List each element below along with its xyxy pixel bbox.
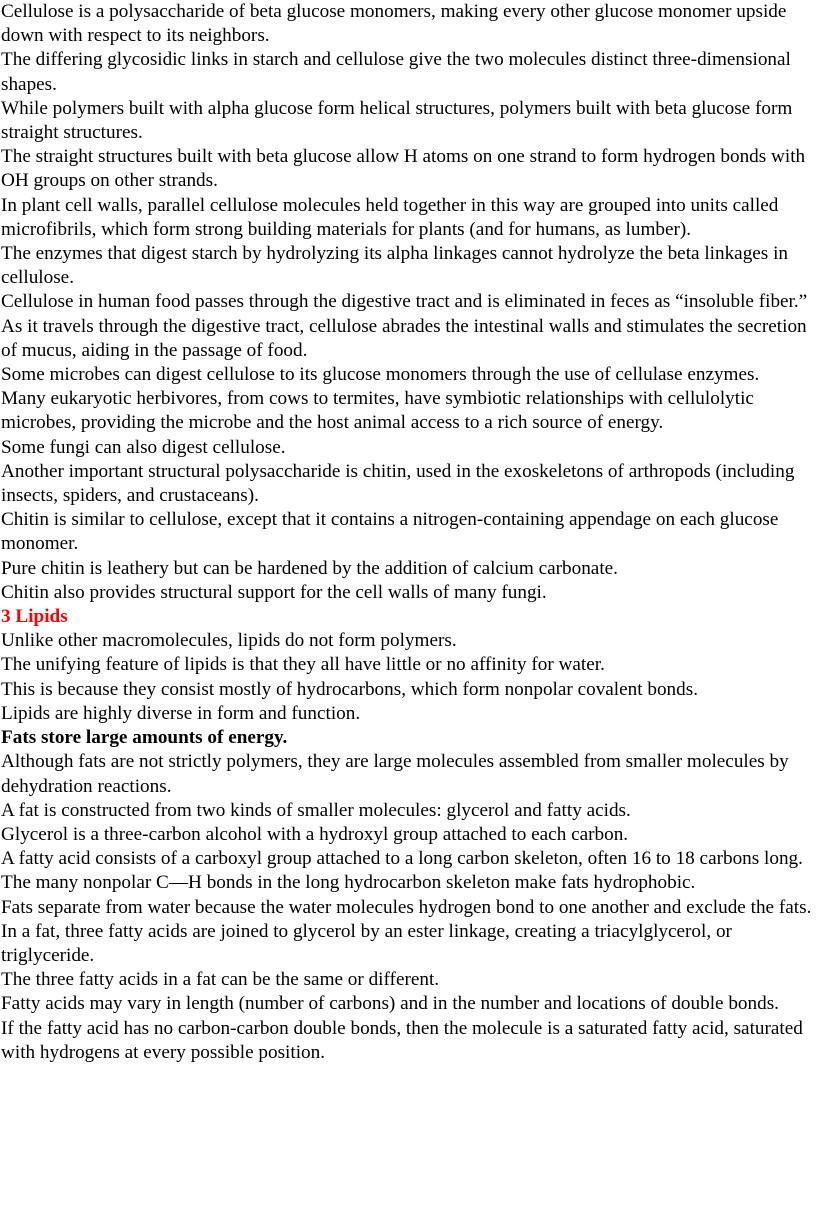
paragraph: In a fat, three fatty acids are joined to glycerol by an ester linkage, creating a triacylglycerol, or triglyceride.: [1, 920, 732, 966]
paragraph: Fatty acids may vary in length (number of carbons) and in the number and locations of double bonds.: [1, 993, 779, 1015]
paragraph: Pure chitin is leathery but can be hardened by the addition of calcium carbonate.: [1, 557, 618, 579]
paragraph: Chitin is similar to cellulose, except that it contains a nitrogen-containing appendage on each glucose monomer.: [1, 509, 779, 555]
paragraph: In plant cell walls, parallel cellulose molecules held together in this way are grouped into units called microfibrils, which form strong building materials for plants (and for humans, as lumber).: [1, 194, 779, 240]
paragraph: This is because they consist mostly of hydrocarbons, which form nonpolar covalent bonds.: [1, 678, 699, 700]
document-page: [1, 0, 813, 1065]
paragraph: Another important structural polysaccharide is chitin, used in the exoskeletons of arthropods (including insects, spiders, and crustaceans).: [1, 460, 795, 507]
section-heading-lipids: 3 Lipids: [1, 606, 68, 628]
paragraph: Chitin also provides structural support for the cell walls of many fungi.: [1, 581, 547, 603]
paragraph: The unifying feature of lipids is that they all have little or no affinity for water.: [1, 654, 605, 676]
paragraph: Many eukaryotic herbivores, from cows to termites, have symbiotic relationships with cellulolytic microbes, providing the microbe and the host animal access to a rich source of energy.: [1, 388, 754, 434]
subheading-fats: Fats store large amounts of energy.: [1, 727, 288, 749]
paragraph: The differing glycosidic links in starch and cellulose give the two molecules distinct three-dimensional shapes.: [1, 49, 791, 95]
paragraph: While polymers built with alpha glucose form helical structures, polymers built with beta glucose form straight structures.: [1, 97, 793, 144]
paragraph: If the fatty acid has no carbon-carbon double bonds, then the molecule is a saturated fatty acid, saturated with hydrogens at every possible position.: [1, 1017, 803, 1063]
paragraph: A fatty acid consists of a carboxyl group attached to a long carbon skeleton, often 16 to 18 carbons long.: [1, 848, 803, 870]
paragraph: Some microbes can digest cellulose to its glucose monomers through the use of cellulase enzymes.: [1, 364, 760, 386]
paragraph: Cellulose is a polysaccharide of beta glucose monomers, making every other glucose monomer upside down with respect to its neighbors.: [1, 1, 787, 47]
paragraph: The three fatty acids in a fat can be the same or different.: [1, 969, 440, 991]
paragraph: Fats separate from water because the water molecules hydrogen bond to one another and exclude the fats.: [1, 896, 812, 918]
paragraph: Lipids are highly diverse in form and function.: [1, 702, 361, 724]
paragraph: Unlike other macromolecules, lipids do not form polymers.: [1, 630, 457, 652]
paragraph: As it travels through the digestive tract, cellulose abrades the intestinal walls and stimulates the secretion of mucus, aiding in the passage of food.: [1, 315, 807, 361]
paragraph: The enzymes that digest starch by hydrolyzing its alpha linkages cannot hydrolyze the beta linkages in cellulose.: [1, 243, 788, 289]
paragraph: Glycerol is a three-carbon alcohol with a hydroxyl group attached to each carbon.: [1, 823, 629, 845]
paragraph: Some fungi can also digest cellulose.: [1, 436, 286, 458]
paragraph: The straight structures built with beta glucose allow H atoms on one strand to form hydrogen bonds with OH groups on other strands.: [1, 146, 806, 192]
paragraph: Cellulose in human food passes through the digestive tract and is eliminated in feces as “insoluble fiber.”: [1, 291, 808, 313]
paragraph: Although fats are not strictly polymers, they are large molecules assembled from smaller molecules by dehydration reactions.: [1, 751, 789, 797]
paragraph: A fat is constructed from two kinds of smaller molecules: glycerol and fatty acids.: [1, 799, 631, 821]
paragraph: The many nonpolar C—H bonds in the long hydrocarbon skeleton make fats hydrophobic.: [1, 872, 696, 894]
